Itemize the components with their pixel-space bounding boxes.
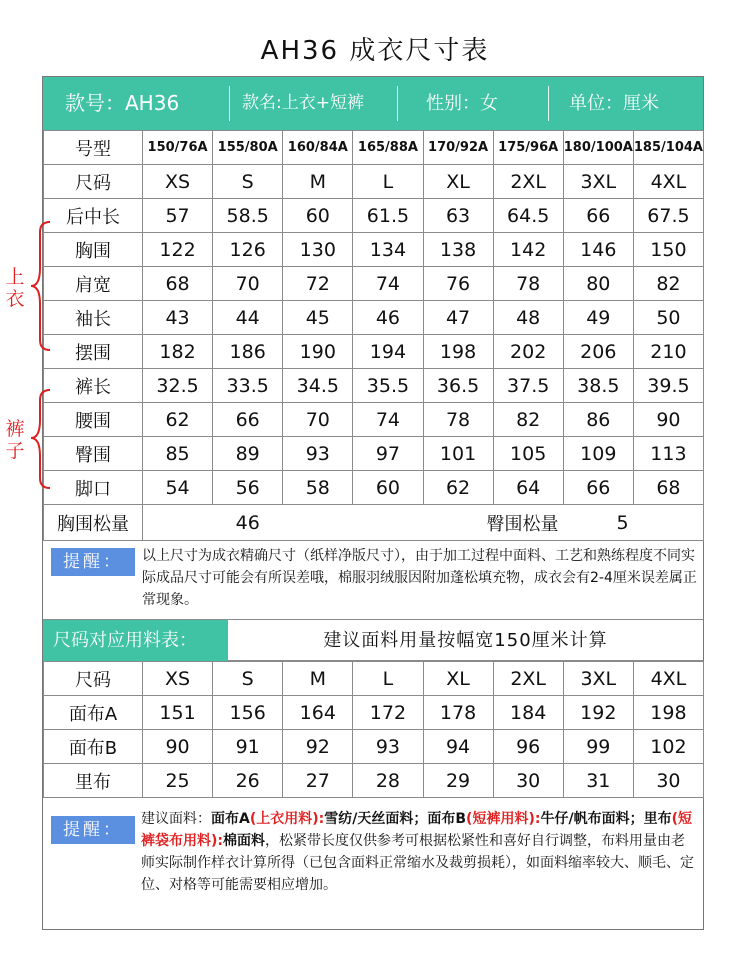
style-name: 款名:上衣+短裤	[242, 93, 364, 113]
header-divider	[548, 86, 549, 121]
usage-row-label: 面布A	[44, 696, 143, 730]
measurement-value: 57	[143, 199, 213, 233]
usage-value: 102	[633, 730, 703, 764]
size-cell: L	[353, 165, 423, 199]
measurement-value: 82	[493, 403, 563, 437]
measurement-value: 105	[493, 437, 563, 471]
measurement-value: 66	[563, 199, 633, 233]
usage-value: 93	[353, 730, 423, 764]
reminder-badge: 提醒：	[51, 548, 135, 576]
measurement-value: 130	[283, 233, 353, 267]
measurement-label: 脚口	[44, 471, 143, 505]
top-group-label: 上衣	[5, 266, 25, 310]
measurement-value: 78	[423, 403, 493, 437]
measurement-value: 101	[423, 437, 493, 471]
usage-value: 92	[283, 730, 353, 764]
measurement-value: 93	[283, 437, 353, 471]
usage-value: 96	[493, 730, 563, 764]
measurement-value: 138	[423, 233, 493, 267]
measurement-value: 66	[213, 403, 283, 437]
note2-part: 牛仔/帆布面料；里布	[540, 811, 672, 827]
usage-value: 31	[563, 764, 633, 798]
usage-value: 30	[633, 764, 703, 798]
usage-value: 91	[213, 730, 283, 764]
hip-ease-label: 臀围松量	[353, 505, 563, 541]
model-cell: 170/92A	[423, 131, 493, 165]
measurement-row	[44, 369, 704, 403]
usage-size-cell: XL	[423, 662, 493, 696]
measurement-row	[44, 471, 704, 505]
measurement-value: 202	[493, 335, 563, 369]
measurement-value: 56	[213, 471, 283, 505]
note2-part: ，松紧带长度仅供参考可根据松紧性和喜好自行调整，布料用量由老师实际制作样衣计算所得（已包含面料正常缩水及裁剪损耗），如面料缩率较大、顺毛、定位、对格等可能需要相应增加。	[141, 833, 694, 893]
measurement-value: 68	[633, 471, 703, 505]
measurement-value: 70	[213, 267, 283, 301]
fabric-suggestion-text	[141, 808, 697, 896]
header-divider	[397, 86, 398, 121]
measurement-value: 70	[283, 403, 353, 437]
note2-highlight: (短裤用料):	[466, 811, 541, 827]
measurement-value: 85	[143, 437, 213, 471]
usage-title: 尺码对应用料表：	[43, 620, 228, 661]
gender: 性别：女	[426, 93, 498, 114]
measurement-value: 182	[143, 335, 213, 369]
measurement-value: 68	[143, 267, 213, 301]
usage-value: 198	[633, 696, 703, 730]
measurement-value: 60	[283, 199, 353, 233]
measurement-value: 32.5	[143, 369, 213, 403]
measurement-value: 122	[143, 233, 213, 267]
measurement-value: 80	[563, 267, 633, 301]
measurement-label: 肩宽	[44, 267, 143, 301]
size-cell: 2XL	[493, 165, 563, 199]
header-divider	[229, 86, 230, 121]
measurement-value: 198	[423, 335, 493, 369]
model-cell: 180/100A	[563, 131, 633, 165]
measurement-value: 126	[213, 233, 283, 267]
usage-value: 26	[213, 764, 283, 798]
measurement-value: 62	[143, 403, 213, 437]
measurement-value: 39.5	[633, 369, 703, 403]
measurement-value: 33.5	[213, 369, 283, 403]
measurement-value: 62	[423, 471, 493, 505]
measurement-value: 89	[213, 437, 283, 471]
note2-highlight: (上衣用料):	[249, 811, 325, 827]
measurement-value: 109	[563, 437, 633, 471]
measurement-row	[44, 335, 704, 369]
note2-part: 建议面料：	[141, 811, 211, 827]
header-bar	[43, 77, 703, 130]
measurement-value: 38.5	[563, 369, 633, 403]
usage-size-label: 尺码	[44, 662, 143, 696]
usage-value: 192	[563, 696, 633, 730]
measurement-row	[44, 437, 704, 471]
note2-highlight: (短裤袋布用料):	[141, 811, 692, 849]
measurement-value: 58.5	[213, 199, 283, 233]
usage-row	[44, 764, 704, 798]
measurement-value: 61.5	[353, 199, 423, 233]
model-cell: 165/88A	[353, 131, 423, 165]
measurement-value: 46	[353, 301, 423, 335]
note2-part: 棉面料	[223, 833, 265, 849]
reminder-badge-2: 提醒：	[51, 816, 135, 844]
measurement-label: 臀围	[44, 437, 143, 471]
measurement-value: 72	[283, 267, 353, 301]
measurement-value: 210	[633, 335, 703, 369]
reminder-text: 以上尺寸为成衣精确尺寸（纸样净版尺寸），由于加工过程中面料、工艺和熟练程度不同实际成品尺寸可能会有所误差哦，棉服羽绒服因附加蓬松填充物，成衣会有2-4厘米误差属正常现象。	[142, 548, 697, 608]
measurement-row	[44, 301, 704, 335]
top-bracket	[31, 222, 50, 350]
measurement-label: 袖长	[44, 301, 143, 335]
note-box	[43, 540, 703, 618]
measurement-value: 74	[353, 403, 423, 437]
size-cell: XS	[143, 165, 213, 199]
usage-value: 27	[283, 764, 353, 798]
usage-value: 178	[423, 696, 493, 730]
note2-part: 面布A	[211, 811, 250, 827]
usage-row	[44, 696, 704, 730]
measurement-value: 47	[423, 301, 493, 335]
measurement-value: 186	[213, 335, 283, 369]
usage-row-label: 里布	[44, 764, 143, 798]
size-cell: M	[283, 165, 353, 199]
measurement-row	[44, 267, 704, 301]
pants-group-label: 裤子	[5, 418, 25, 462]
measurement-value: 66	[563, 471, 633, 505]
model-cell: 175/96A	[493, 131, 563, 165]
measurement-value: 194	[353, 335, 423, 369]
unit: 单位：厘米	[569, 93, 659, 114]
measurement-value: 43	[143, 301, 213, 335]
usage-value: 94	[423, 730, 493, 764]
measurement-value: 150	[633, 233, 703, 267]
usage-value: 25	[143, 764, 213, 798]
fabric-usage-table	[43, 661, 704, 798]
measurement-value: 37.5	[493, 369, 563, 403]
usage-value: 29	[423, 764, 493, 798]
measurement-row	[44, 233, 704, 267]
measurement-value: 86	[563, 403, 633, 437]
note2-part: 雪纺/天丝面料；面布B	[324, 811, 467, 827]
measurement-value: 63	[423, 199, 493, 233]
measurement-value: 64.5	[493, 199, 563, 233]
usage-value: 28	[353, 764, 423, 798]
usage-row	[44, 730, 704, 764]
usage-value: 30	[493, 764, 563, 798]
measurement-value: 113	[633, 437, 703, 471]
usage-value: 99	[563, 730, 633, 764]
measurement-value: 60	[353, 471, 423, 505]
chest-ease-value: 46	[143, 505, 353, 541]
usage-value: 90	[143, 730, 213, 764]
measurement-value: 45	[283, 301, 353, 335]
chest-ease-label: 胸围松量	[44, 505, 143, 541]
usage-size-cell: S	[213, 662, 283, 696]
measurement-label: 摆围	[44, 335, 143, 369]
measurement-value: 44	[213, 301, 283, 335]
model-cell: 150/76A	[143, 131, 213, 165]
measurement-value: 82	[633, 267, 703, 301]
usage-size-cell: 3XL	[563, 662, 633, 696]
measurement-value: 35.5	[353, 369, 423, 403]
model-cell: 155/80A	[213, 131, 283, 165]
measurement-value: 67.5	[633, 199, 703, 233]
hip-ease-value: 5	[563, 505, 704, 541]
usage-row-label: 面布B	[44, 730, 143, 764]
usage-note: 建议面料用量按幅宽150厘米计算	[323, 630, 608, 651]
style-number: 款号：AH36	[65, 91, 180, 115]
size-row	[44, 165, 704, 199]
measurement-value: 49	[563, 301, 633, 335]
measurement-value: 190	[283, 335, 353, 369]
usage-size-row	[44, 662, 704, 696]
measurement-value: 36.5	[423, 369, 493, 403]
usage-size-cell: M	[283, 662, 353, 696]
measurement-value: 34.5	[283, 369, 353, 403]
size-table	[43, 130, 704, 505]
measurement-value: 50	[633, 301, 703, 335]
measurement-value: 54	[143, 471, 213, 505]
usage-value: 151	[143, 696, 213, 730]
usage-size-cell: 2XL	[493, 662, 563, 696]
size-cell: S	[213, 165, 283, 199]
measurement-value: 64	[493, 471, 563, 505]
measurement-value: 142	[493, 233, 563, 267]
pants-bracket	[31, 390, 50, 488]
model-row	[44, 131, 704, 165]
measurement-label: 胸围	[44, 233, 143, 267]
usage-value: 184	[493, 696, 563, 730]
size-label: 尺码	[44, 165, 143, 199]
measurement-value: 90	[633, 403, 703, 437]
usage-value: 164	[283, 696, 353, 730]
size-cell: 4XL	[633, 165, 703, 199]
measurement-value: 48	[493, 301, 563, 335]
usage-size-cell: XS	[143, 662, 213, 696]
usage-value: 156	[213, 696, 283, 730]
measurement-label: 腰围	[44, 403, 143, 437]
measurement-value: 97	[353, 437, 423, 471]
measurement-value: 78	[493, 267, 563, 301]
measurement-row	[44, 199, 704, 233]
measurement-value: 206	[563, 335, 633, 369]
usage-size-cell: L	[353, 662, 423, 696]
model-cell: 185/104A	[633, 131, 703, 165]
measurement-label: 后中长	[44, 199, 143, 233]
measurement-label: 裤长	[44, 369, 143, 403]
usage-value: 172	[353, 696, 423, 730]
ease-table	[43, 504, 704, 541]
measurement-value: 146	[563, 233, 633, 267]
measurement-value: 74	[353, 267, 423, 301]
model-label: 号型	[44, 131, 143, 165]
measurement-value: 134	[353, 233, 423, 267]
usage-size-cell: 4XL	[633, 662, 703, 696]
model-cell: 160/84A	[283, 131, 353, 165]
size-cell: XL	[423, 165, 493, 199]
page-title: AH36 成衣尺寸表	[260, 36, 490, 66]
size-cell: 3XL	[563, 165, 633, 199]
usage-header	[43, 619, 703, 661]
measurement-value: 58	[283, 471, 353, 505]
measurement-value: 76	[423, 267, 493, 301]
measurement-row	[44, 403, 704, 437]
